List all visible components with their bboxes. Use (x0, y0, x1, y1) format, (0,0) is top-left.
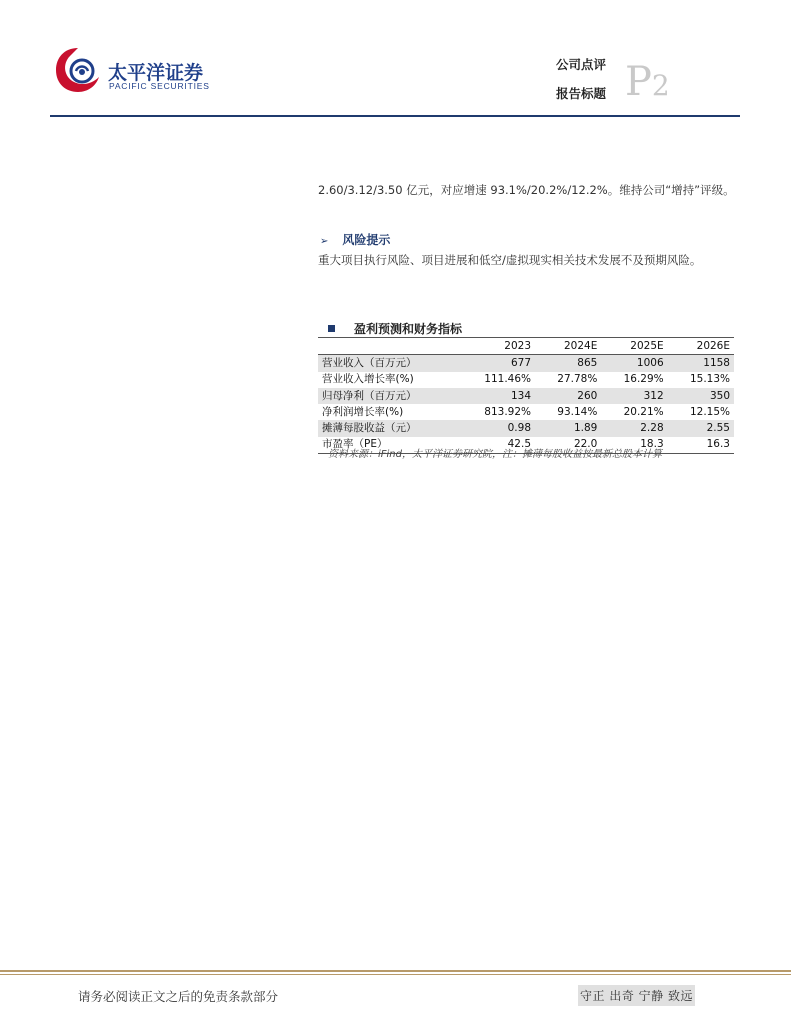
header-divider (50, 115, 740, 117)
report-type-label: 公司点评 (556, 57, 607, 72)
logo-chinese-name: 太平洋证券 (108, 62, 204, 84)
table-source-note: 资料来源：iFind，太平洋证券研究院，注：摊薄每股收益按最新总股本计算 (328, 449, 662, 460)
table-cell: 2.28 (601, 420, 667, 436)
table-cell: 93.14% (557, 405, 598, 418)
table-title-text: 盈利预测和财务指标 (354, 322, 463, 336)
table-cell: 27.78% (557, 373, 598, 386)
table-cell: 813.92% (484, 405, 532, 418)
table-cell: 20.21% (623, 405, 664, 418)
arrow-bullet-icon: ➢ (320, 236, 329, 247)
table-cell: 营业收入（百万元） (318, 355, 459, 372)
table-row (318, 388, 734, 404)
table-cell: 0.98 (459, 420, 535, 436)
table-header-cell: 2025E (601, 338, 667, 355)
risk-heading (320, 231, 390, 248)
table-cell: 净利润增长率(%) (322, 405, 404, 418)
table-header-cell: 2023 (459, 338, 535, 355)
table-row (318, 372, 734, 388)
page-number (625, 59, 670, 106)
table-cell: 16.29% (623, 373, 664, 386)
financial-forecast-table (318, 337, 734, 454)
table-cell: 15.13% (689, 373, 730, 386)
table-cell: 1.89 (535, 420, 601, 436)
table-row (318, 420, 734, 436)
forecast-paragraph: 2.60/3.12/3.50 亿元，对应增速 93.1%/20.2%/12.2%。维持公司“增持”评级。 (318, 183, 735, 197)
table-cell: 1006 (601, 355, 667, 372)
table-header-cell: 2026E (668, 338, 734, 355)
table-cell: 312 (601, 388, 667, 404)
table-cell: 12.15% (689, 405, 730, 418)
table-cell: 865 (535, 355, 601, 372)
table-cell: 134 (459, 388, 535, 404)
footer-divider-thin (0, 974, 791, 975)
table-cell: 2.55 (668, 420, 734, 436)
table-cell: 260 (535, 388, 601, 404)
table-cell: 1158 (668, 355, 734, 372)
footer-motto: 守正 出奇 宁静 致远 (578, 985, 695, 1006)
footer-disclaimer: 请务必阅读正文之后的免责条款部分 (78, 989, 279, 1004)
risk-paragraph: 重大项目执行风险、项目进展和低空/虚拟现实相关技术发展不及预期风险。 (318, 253, 702, 267)
table-cell: 22.0 (535, 437, 601, 454)
table-header-cell: 2024E (535, 338, 601, 355)
table-cell: 111.46% (484, 373, 532, 386)
table-header-row (318, 338, 734, 355)
logo-english-name: PACIFIC SECURITIES (109, 81, 210, 91)
table-title (328, 320, 462, 337)
page-digit: 2 (651, 69, 670, 102)
table-cell: 摊薄每股收益（元） (318, 420, 459, 436)
table-header-cell (318, 338, 459, 355)
table-cell: 归母净利（百万元） (318, 388, 459, 404)
square-bullet-icon (328, 325, 335, 332)
table-cell: 营业收入增长率(%) (322, 373, 414, 386)
page-letter: P (625, 59, 652, 105)
report-title-label: 报告标题 (556, 86, 607, 101)
risk-heading-text: 风险提示 (342, 233, 391, 247)
table-cell: 350 (668, 388, 734, 404)
table-row (318, 404, 734, 420)
table-cell: 42.5 (459, 437, 535, 454)
table-cell: 16.3 (668, 437, 734, 454)
table-row (318, 355, 734, 372)
footer-divider (0, 970, 791, 972)
pacific-securities-logo-icon (52, 44, 104, 96)
table-cell: 18.3 (601, 437, 667, 454)
table-cell: 市盈率（PE） (318, 437, 459, 454)
table-cell: 677 (459, 355, 535, 372)
